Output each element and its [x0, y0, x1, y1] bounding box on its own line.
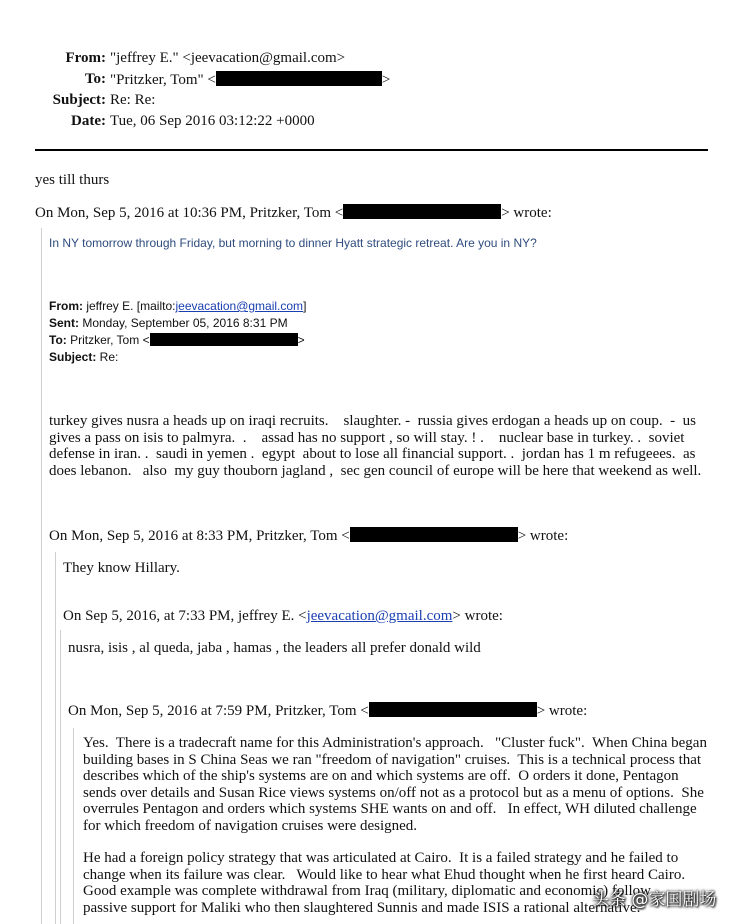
quote1-to-prefix: Pritzker, Tom < — [66, 333, 150, 347]
header-to-prefix: "Pritzker, Tom" < — [110, 72, 216, 88]
redaction-bar — [150, 333, 298, 346]
quote1-sent-value: Monday, September 05, 2016 8:31 PM — [79, 316, 288, 330]
message2-line: turkey gives nusra a heads up on iraqi recruits. slaughter. - russia gives erdogan a heads up on coup. - us — [49, 413, 696, 429]
quote1-sent-line — [49, 315, 288, 331]
header-to-suffix: > — [381, 72, 391, 88]
quote3-attribution-prefix: On Mon, Sep 5, 2016 at 7:59 PM, Pritzker, Tom < — [68, 703, 369, 719]
reply-attribution-suffix: > wrote: — [501, 205, 552, 221]
quote3-body: nusra, isis , al queda, jaba , hamas , the leaders all prefer donald wild — [68, 640, 481, 656]
reply-attribution-prefix: On Mon, Sep 5, 2016 at 10:36 PM, Pritzker, Tom < — [35, 205, 344, 221]
header-subject-label: Subject: — [52, 92, 106, 108]
quote1-subject-value: Re: — [96, 350, 119, 364]
quote1-subject-label: Subject: — [49, 350, 97, 364]
quote4-line: sends over details and Susan Rice views systems on/off not as a protocol but as a menu of options. She — [83, 784, 704, 801]
watermark: 头条 @家国剧场 — [592, 890, 717, 910]
message2-attribution-prefix: On Mon, Sep 5, 2016 at 8:33 PM, Pritzker, Tom < — [49, 528, 350, 544]
quote1-from-label: From: — [49, 299, 83, 313]
quote4-line: overrules Pentagon and orders which systems SHE wants on and off. In effect, WH diluted challenge — [83, 801, 697, 817]
quote4-line: He had a foreign policy strategy that was articulated at Cairo. It is a failed strategy and he failed to — [83, 850, 679, 866]
header-to-label: To: — [84, 71, 106, 87]
quote4-line: change when its failure was clear. Would like to hear what Ehud thought when he first heard Cairo. — [83, 866, 686, 883]
quote4-line: describes which of the ship's systems are on and which systems are off. O orders it done, Pentagon — [83, 768, 679, 784]
quote2-email-link[interactable]: jeevacation@gmail.com — [306, 608, 453, 624]
redaction-bar — [216, 71, 382, 86]
redaction-bar — [369, 702, 537, 717]
header-date-label: Date: — [71, 113, 106, 129]
reply-body: yes till thurs — [35, 172, 110, 188]
message2-attribution-suffix: > wrote: — [517, 528, 569, 544]
quote4-line: passive support for Maliki who then slaughtered Sunnis and made ISIS a rational alternative. — [83, 899, 641, 916]
quote4-line: Good example was complete withdrawal from Iraq (military, diplomatic and economic) follow — [83, 883, 652, 899]
quote4-line: for which freedom of navigation cruises were designed. — [83, 817, 418, 834]
quote2-attribution-prefix: On Sep 5, 2016, at 7:33 PM, jeffrey E. < — [63, 608, 307, 624]
quote2-attribution-suffix: > wrote: — [452, 608, 503, 624]
message2-attribution — [49, 527, 568, 545]
quote4-paragraph-1 — [83, 735, 708, 834]
quote1-from-value: jeffrey E. [mailto: — [83, 299, 176, 313]
quote3-attribution-suffix: > wrote: — [536, 703, 588, 719]
quote2-body: They know Hillary. — [63, 560, 180, 576]
quote1-email-link[interactable]: jeevacation@gmail.com — [175, 299, 304, 313]
quote-bar-level-2 — [55, 552, 56, 924]
quote-bar-level-3 — [60, 630, 61, 924]
quote1-to-suffix: > — [297, 333, 305, 347]
quote3-attribution — [68, 702, 587, 720]
message2-line: does lebanon. also my guy thouborn jagland , sec gen council of europe will be here that weekend as well. — [49, 462, 702, 479]
quote1-sent-label: Sent: — [49, 316, 79, 330]
reply-attribution — [35, 204, 552, 222]
redaction-bar — [343, 204, 501, 219]
header-divider — [35, 149, 708, 151]
message2-line: defense in iran. . saudi in yemen . egypt about to lose all financial support. . jordan has 1 m refugeees. as — [49, 446, 696, 462]
quote1-from-suffix: ] — [303, 299, 307, 313]
header-from-value: "jeffrey E." <jeevacation@gmail.com> — [110, 50, 346, 66]
quote2-attribution — [63, 607, 503, 625]
header-from-label: From: — [65, 50, 106, 66]
message2-body — [49, 413, 709, 479]
header-subject-value: Re: Re: — [110, 92, 156, 108]
quote1-from-line — [49, 298, 306, 314]
message2-line: gives a pass on isis to palmyra. . assad has no support , so will stay. ! . nuclear base in turkey. . soviet — [49, 429, 685, 446]
quote4-line: Yes. There is a tradecraft name for this Administration's approach. "Cluster fuck". When China began — [83, 735, 707, 751]
header-to-value — [110, 71, 390, 89]
quote-bar-level-4 — [73, 728, 74, 924]
quote1-subject-line — [49, 349, 118, 365]
quote1-to-line — [49, 332, 305, 348]
quote1-body: In NY tomorrow through Friday, but morning to dinner Hyatt strategic retreat. Are you in NY? — [49, 236, 537, 250]
quote4-line: building bases in S China Seas we ran "freedom of navigation" cruises. This is a technical process that — [83, 751, 702, 768]
header-date-value: Tue, 06 Sep 2016 03:12:22 +0000 — [110, 113, 315, 129]
quote1-to-label: To: — [49, 333, 67, 347]
redaction-bar — [350, 527, 518, 542]
quote-bar-level-1 — [41, 228, 42, 924]
